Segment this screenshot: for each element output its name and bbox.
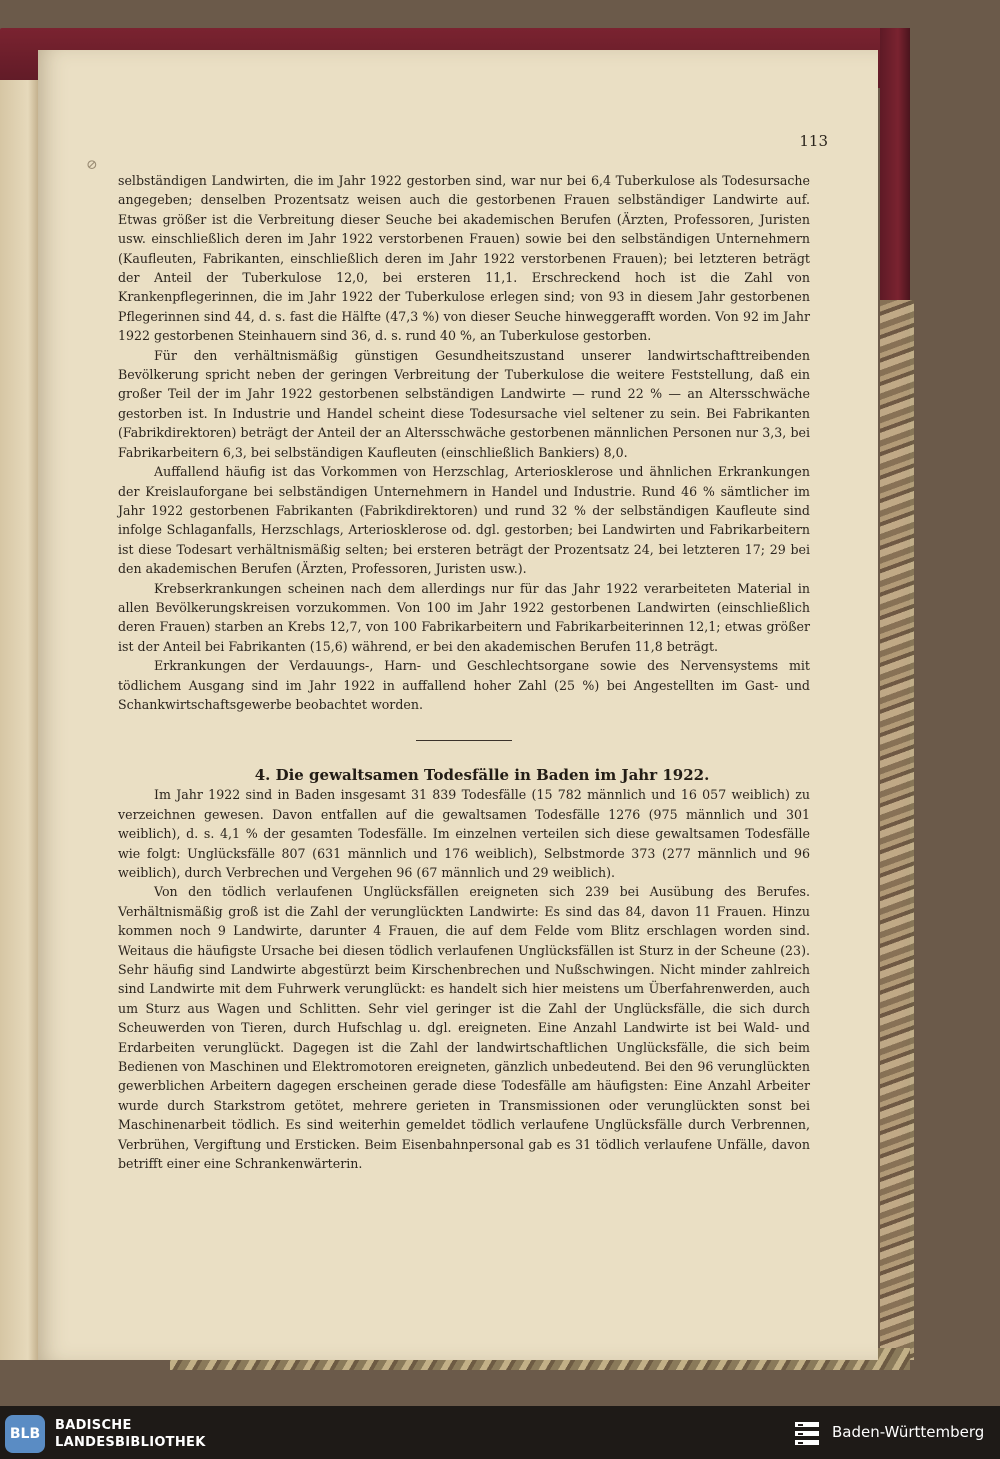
- paragraph: selbständigen Landwirten, die im Jahr 1922 gestorben sind, war nur bei 6,4 Tuberkulose als Todesursache angegeben; denselben Prozentsatz weisen auch die gestorbenen Frauen selbständiger Landwirte auf. Etwas größer ist die Verbreitung dieser Seuche bei akademischen Berufen (Ärzten, Professoren, Juristen usw. einschließlich deren im Jahr 1922 verstorbenen Frauen) sowie bei den selbständigen Unternehmern (Kaufleuten, Fabrikanten, einschließlich deren im Jahr 1922 verstorbenen Frauen); bei letzteren beträgt der Anteil der Tuberkulose 12,0, bei ersteren 11,1. Erschreckend hoch ist die Zahl von Krankenpflegerinnen, die im Jahr 1922 der Tuberkulose erlegen sind; von 93 in diesem Jahr gestorbenen Pflegerinnen sind 44, d. s. fast die Hälfte (47,3 %) von dieser Seuche hinweggerafft worden. Von 92 im Jahr 1922 gestorbenen Steinhauern sind 36, d. s. rund 40 %, an Tuberkulose gestorben.: [118, 173, 810, 344]
- paragraph: Erkrankungen der Verdauungs-, Harn- und Geschlechtsorgane sowie des Nervensystems mit tödlichem Ausgang sind im Jahr 1922 in auffallend hoher Zahl (25 %) bei Angestellten im Gast- und Schankwirtschaftsgewerbe beobachtet worden.: [118, 658, 810, 712]
- paragraph: Auffallend häufig ist das Vorkommen von Herzschlag, Arteriosklerose und ähnlichen Erkrankungen der Kreislauforgane bei selbständigen Unternehmern in Handel und Industrie. Rund 46 % sämtlicher im Jahr 1922 gestorbenen Fabrikanten (Fabrikdirektoren) und rund 32 % der selbständigen Kaufleute sind infolge Schlaganfalls, Herzschlags, Arteriosklerose od. dgl. gestorben; bei Landwirten und Fabrikarbeitern ist diese Todesart verhältnismäßig selten; bei ersteren beträgt der Prozentsatz 24, bei letzteren 17; 29 bei den akademischen Berufen (Ärzten, Professoren, Juristen usw.).: [118, 464, 810, 577]
- facing-page-edge: [0, 80, 40, 1360]
- page-paper: [38, 50, 878, 1360]
- library-name[interactable]: [55, 1417, 206, 1451]
- blb-logo-icon[interactable]: BLB: [5, 1415, 45, 1453]
- paragraph: Für den verhältnismäßig günstigen Gesundheitszustand unserer landwirtschafttreibenden Bevölkerung spricht neben der geringen Verbreitung der Tuberkulose die weitere Feststellung, daß ein großer Teil der im Jahr 1922 gestorbenen selbständigen Landwirte — rund 22 % — an Altersschwäche gestorben ist. In Industrie und Handel scheint diese Todesursache viel seltener zu sein. Bei Fabrikanten (Fabrikdirektoren) beträgt der Anteil der an Altersschwäche gestorbenen männlichen Personen nur 3,3, bei Fabrikarbeitern 6,3, bei selbständigen Kaufleuten (einschließlich Bankiers) 8,0.: [118, 347, 810, 460]
- page-number: 113: [799, 132, 828, 150]
- library-name-line1: BADISCHE: [55, 1418, 132, 1433]
- viewer-footer: [0, 1406, 1000, 1459]
- paragraph: Krebserkrankungen scheinen nach dem allerdings nur für das Jahr 1922 verarbeiteten Material in allen Bevölkerungskreisen vorzukommen. Von 100 im Jahr 1922 gestorbenen Landwirten (einschließlich deren Frauen) starben an Krebs 12,7, von 100 Fabrikarbeitern und Fabrikarbeiterinnen 12,1; etwas größer ist der Anteil bei Fabrikanten (15,6) während, er bei den akademischen Berufen 11,8 beträgt.: [118, 580, 810, 654]
- margin-mark-icon: ⊘: [86, 157, 98, 173]
- page-text: [118, 171, 810, 1174]
- paragraph: Im Jahr 1922 sind in Baden insgesamt 31 839 Todesfälle (15 782 männlich und 16 057 weiblich) zu verzeichnen gewesen. Davon entfallen auf die gewaltsamen Todesfälle 1276 (975 männlich und 301 weiblich), d. s. 4,1 % der gesamten Todesfälle. Im einzelnen verteilen sich diese gewaltsamen Todesfälle wie folgt: Unglücksfälle 807 (631 männlich und 176 weiblich), Selbstmorde 373 (277 männlich und 96 weiblich), durch Verbrechen und Vergehen 96 (67 männlich und 29 weiblich).: [118, 787, 810, 880]
- library-name-line2: LANDESBIBLIOTHEK: [55, 1435, 206, 1450]
- marbled-edge-right: [880, 300, 914, 1360]
- section-divider: [416, 740, 512, 741]
- paragraph: Von den tödlich verlaufenen Unglücksfällen ereigneten sich 239 bei Ausübung des Berufes. Verhältnismäßig groß ist die Zahl der verunglückten Landwirte: Es sind das 84, davon 11 Frauen. Hinzu kommen noch 9 Landwirte, darunter 4 Frauen, die auf dem Felde vom Blitz erschlagen worden sind. Weitaus die häufigste Ursache bei diesen tödlich verlaufenen Unglücksfällen ist Sturz in der Scheune (23). Sehr häufig sind Landwirte abgestürzt beim Kirschenbrechen und Nußschwingen. Nicht minder zahlreich sind Landwirte mit dem Fuhrwerk verunglückt: es handelt sich hier meistens um Überfahrenwerden, auch um Sturz aus Wagen und Schlitten. Sehr viel geringer ist die Zahl der Unglücksfälle, die sich durch Scheuwerden von Tieren, durch Hufschlag u. dgl. ereigneten. Eine Anzahl Landwirte ist bei Wald- und Erdarbeiten verunglückt. Dagegen ist die Zahl der landwirtschaftlichen Unglücksfälle, die sich beim Bedienen von Maschinen und Elektromotoren ereigneten, gänzlich unbedeutend. Bei den 96 verunglückten gewerblichen Arbeitern dagegen erscheinen gerade diese Todesfälle am häufigsten: Eine Anzahl Arbeiter wurde durch Starkstrom getötet, mehrere gerieten in Transmissionen oder verunglückten sonst bei Maschinenarbeit tödlich. Es sind weiterhin gemeldet tödlich verlaufene Unglücksfälle durch Verbrennen, Verbrühen, Vergiftung und Ersticken. Beim Eisenbahnpersonal gab es 31 tödlich verlaufene Unfälle, davon betrifft einer eine Schrankenwärterin.: [118, 884, 810, 1172]
- state-lions-icon: [792, 1419, 822, 1449]
- state-name[interactable]: Baden-Württemberg: [832, 1423, 985, 1441]
- section-heading: 4. Die gewaltsamen Todesfälle in Baden im Jahr 1922.: [254, 766, 710, 785]
